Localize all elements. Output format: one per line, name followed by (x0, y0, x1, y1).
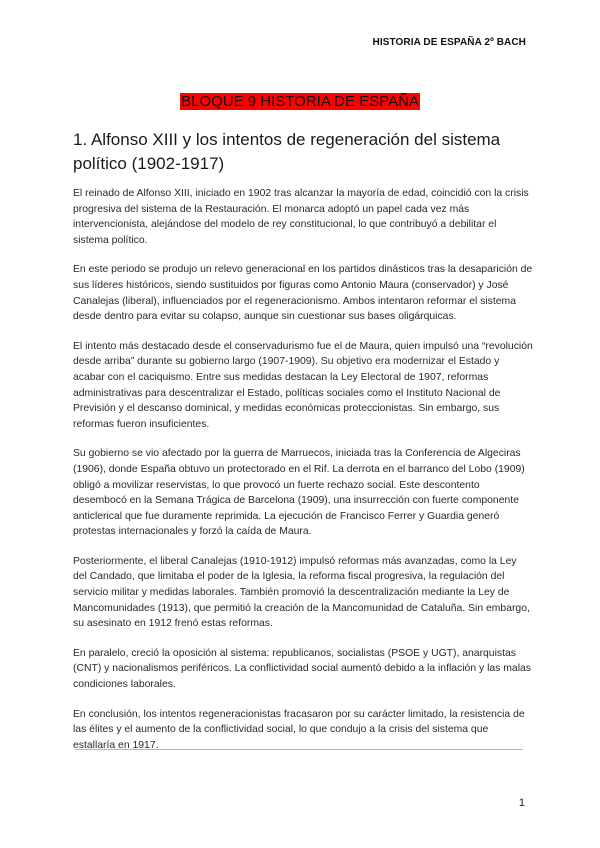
footer-divider (75, 749, 523, 750)
course-header: HISTORIA DE ESPAÑA 2º BACH (372, 37, 526, 48)
paragraph: Posteriormente, el liberal Canalejas (1910-1912) impulsó reformas más avanzadas, como la Ley del Candado, que limitaba el poder de la Iglesia, la reforma fiscal progresiva, la regulación del servicio militar y medidas laborales. También promovió la descentralización mediante la Ley de Mancomunidades (1913), que permitió la creación de la Mancomunidad de Cataluña. Sin embargo, su asesinato en 1912 frenó estas reformas. (73, 555, 530, 630)
page-number: 1 (518, 797, 525, 809)
paragraph: En paralelo, creció la oposición al sistema: republicanos, socialistas (PSOE y UGT), anarquistas (CNT) y nacionalismos periféricos. La conflictividad social aumentó debido a la inflación y las malas condiciones laborales. (73, 647, 531, 691)
paragraph: El reinado de Alfonso XIII, iniciado en 1902 tras alcanzar la mayoría de edad, coincidió con la crisis progresiva del sistema de la Restauración. El monarca adoptó un papel cada vez más intervencionista, alejándose del modelo de rey constitucional, lo que contribuyó a debilitar el sistema político. (73, 188, 529, 246)
paragraph: Su gobierno se vio afectado por la guerra de Marruecos, iniciada tras la Conferencia de Algeciras (1906), donde España obtuvo un protectorado en el Rif. La derrota en el barranco del Lobo (1909) obligó a movilizar reservistas, lo que provocó un fuerte rechazo social. Este descontento desembocó en la Semana Trágica de Barcelona (1909), una insurrección con fuerte componente anticlerical que fue duramente reprimida. La ejecución de Francisco Ferrer y Guardia generó protestas internacionales y forzó la caída de Maura. (73, 448, 525, 538)
block-title-highlight: BLOQUE 9 HISTORIA DE ESPAÑA (181, 93, 419, 110)
body-text (73, 186, 533, 767)
block-title (0, 93, 600, 111)
section-title: 1. Alfonso XIII y los intentos de regeneración del sistema político (1902-1917) (73, 130, 501, 173)
paragraph: En conclusión, los intentos regeneracionistas fracasaron por su carácter limitado, la resistencia de las élites y el aumento de la conflictividad social, lo que condujo a la crisis del sistema que estallaría en 1917. (73, 708, 525, 751)
paragraph: En este periodo se produjo un relevo generacional en los partidos dinásticos tras la desaparición de sus líderes históricos, siendo sustituidos por figuras como Antonio Maura (conservador) y José Canalejas (liberal), influenciados por el regeneracionismo. Ambos intentaron reformar el sistema desde dentro para evitar su colapso, aunque sin cuestionar sus bases oligárquicas. (73, 264, 533, 323)
paragraph: El intento más destacado desde el conservadurismo fue el de Maura, quien impulsó una “revolución desde arriba” durante su gobierno largo (1907-1909). Su objetivo era modernizar el Estado y acabar con el caciquismo. Entre sus medidas destacan la Ley Electoral de 1907, reformas administrativas para descentralizar el Estado, políticas sociales como el Instituto Nacional de Previsión y el descanso dominical, y medidas económicas proteccionistas. Sin embargo, sus reformas fueron insuficientes. (73, 340, 533, 430)
